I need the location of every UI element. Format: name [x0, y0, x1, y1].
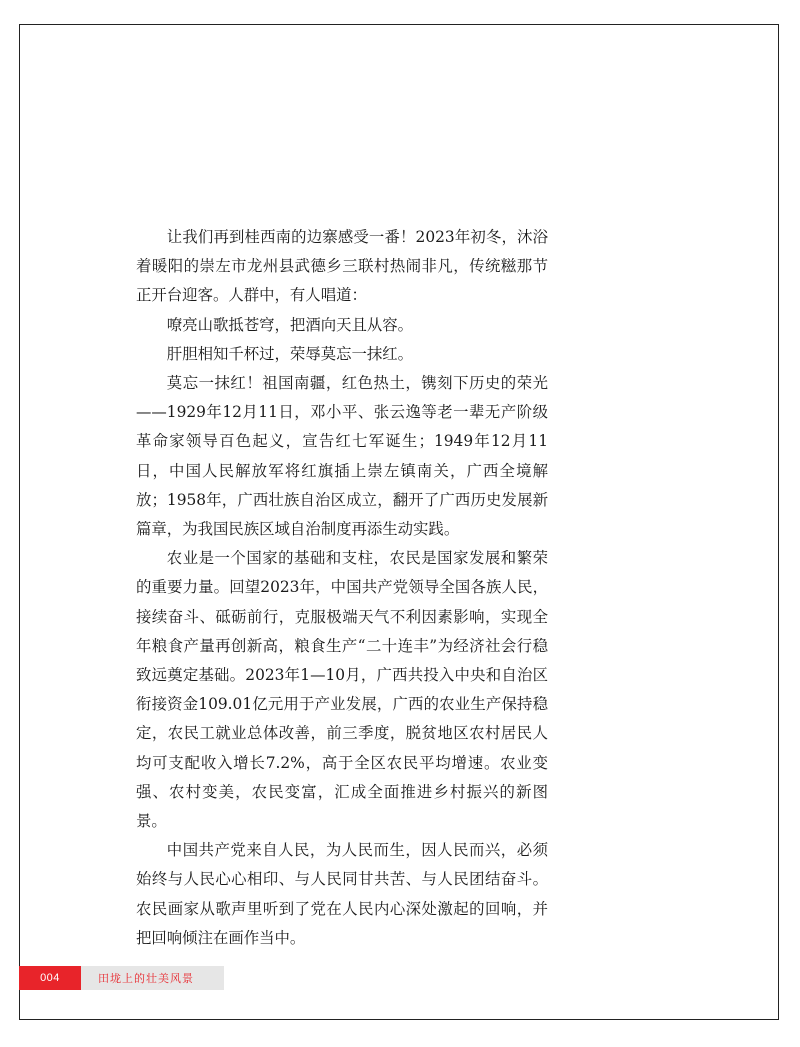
page-number: 004: [19, 966, 81, 990]
page-frame: [19, 24, 779, 1020]
paragraph-agriculture: 农业是一个国家的基础和支柱，农民是国家发展和繁荣的重要力量。回望2023年，中国共产党领导全国各族人民，接续奋斗、砥砺前行，克服极端天气不利因素影响，实现全年粮食产量再创新高，粮食生产“二十连丰”为经济社会行稳致远奠定基础。2023年1—10月，广西共投入中央和自治区衔接资金109.01亿元用于产业发展，广西的农业生产保持稳定，农民工就业总体改善，前三季度，脱贫地区农村居民人均可支配收入增长7.2%，高于全区农民平均增速。农业变强、农村变美，农民变富，汇成全面推进乡村振兴的新图景。: [136, 549, 548, 831]
body-text: [136, 223, 548, 953]
running-title: 田垅上的壮美风景: [81, 966, 224, 990]
paragraph-party: 中国共产党来自人民，为人民而生，因人民而兴，必须始终与人民心心相印、与人民同甘共苦、与人民团结奋斗。农民画家从歌声里听到了党在人民内心深处激起的回响，并把回响倾注在画作当中。: [136, 841, 548, 947]
paragraph-intro: 让我们再到桂西南的边寨感受一番！2023年初冬，沐浴着暖阳的崇左市龙州县武德乡三联村热闹非凡，传统糍那节正开台迎客。人群中，有人唱道：: [136, 228, 548, 305]
paragraph-history: 莫忘一抹红！祖国南疆，红色热土，镌刻下历史的荣光——1929年12月11日，邓小平、张云逸等老一辈无产阶级革命家领导百色起义，宣告红七军诞生；1949年12月11日，中国人民解放军将红旗插上崇左镇南关，广西全境解放；1958年，广西壮族自治区成立，翻开了广西历史发展新篇章，为我国民族区域自治制度再添生动实践。: [136, 374, 548, 539]
page-footer: [19, 966, 224, 990]
verse-line-2: 肝胆相知千杯过，荣辱莫忘一抹红。: [166, 344, 414, 363]
verse-line-1: 嘹亮山歌抵苍穹，把酒向天且从容。: [166, 315, 414, 334]
